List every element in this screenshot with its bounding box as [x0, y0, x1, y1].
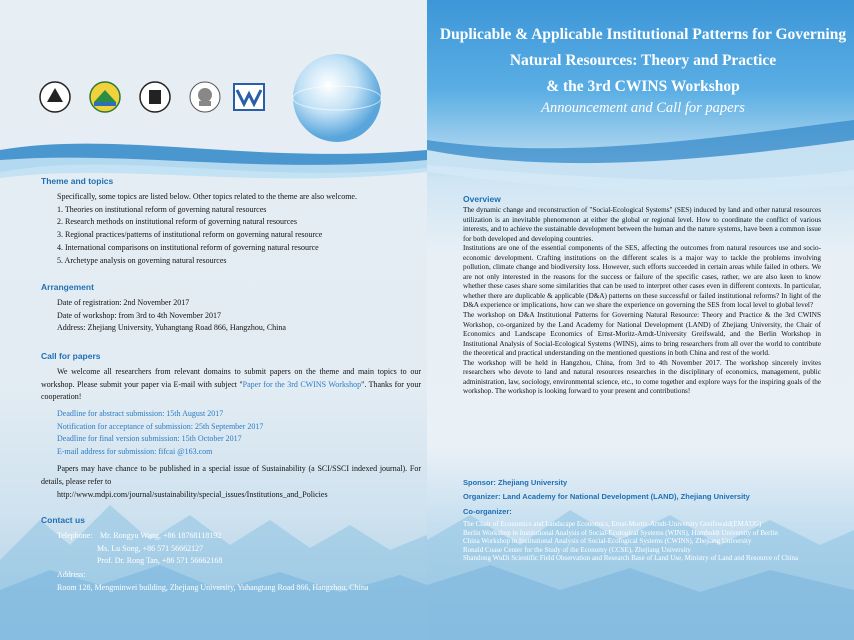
address-label: Address:	[57, 570, 86, 579]
arrangement-heading: Arrangement	[41, 282, 94, 292]
co-organizer-heading: Co-organizer:	[463, 507, 512, 516]
sponsor: Sponsor: Zhejiang University	[463, 478, 568, 487]
deadlines	[57, 408, 417, 459]
phone-entry: Mr. Rongyu Wang, +86 18768118192	[100, 531, 222, 540]
call-text: ". Thanks for your cooperation!	[41, 379, 421, 402]
workshop-date: Date of workshop: from 3rd to 4th November 2017	[57, 310, 221, 320]
humboldt-logo-icon	[188, 78, 222, 116]
theme-intro: Specifically, some topics are listed below. Other topics related to the theme are also welcome.	[57, 192, 357, 201]
publication-note: Papers may have chance to be published in a special issue of Sustainability (a SCI/SSCI indexed journal). For details, please refer to	[41, 464, 421, 486]
land-academy-logo-icon	[88, 78, 122, 116]
contact-heading: Contact us	[41, 515, 85, 525]
call-paragraph	[41, 366, 421, 404]
co-organizer-item: China Workshop in Institutional Analysis of Social-Ecological Systems (CWINS), Zhejiang University	[463, 537, 752, 545]
co-organizer-item: Berlin Workshop in Institutional Analysis of Social-Ecological Systems (WINS), Humboldt University of Berlin	[463, 528, 778, 537]
overview-paragraph: The dynamic change and reconstruction of "Social-Ecological Systems" (SES) induced by land and other natural resources utilization is an inevitable phenomenon at either the global or regional level. How to coordinate the conflict of various interests, and to achieve the sustainable development between the human and the nature systems, have been a common issue for both developed and developing countries.	[463, 206, 821, 243]
overview-paragraph: Institutions are one of the essential components of the SES, affecting the outcomes from natural resources use and socio-economic development. Crafting institutions on the different scales is a major way to tackle the problems involving pollution, climate change and biodiversity loss. However, such efforts succeeded in certain areas while failed in others. We are not only interested in the reasons for the success or failure of the specific cases, rather, we are also keen to know whether these cases share some similarities that can be used to interpret other cases even in different contexts. In particular, whether there are duplicable & applicable (D&A) patterns on these successful or failed institutional reforms? In light of the D&A experience or implications, how can we share the experience on governing the SES from local level to global level?	[463, 244, 821, 310]
overview-text	[463, 206, 821, 397]
title-line: & the 3rd CWINS Workshop	[546, 78, 740, 95]
title-line: Duplicable & Applicable Institutional Patterns for Governing	[439, 26, 847, 43]
phone-list	[97, 530, 400, 568]
topic-item: 5. Archetype analysis on governing natural resources	[57, 255, 227, 265]
email-subject-link[interactable]: Paper for the 3rd CWINS Workshop	[242, 379, 362, 389]
overview-heading: Overview	[463, 194, 501, 204]
theme-heading: Theme and topics	[41, 176, 114, 186]
co-organizer-item: Shandong WuDi Scientific Field Observation and Research Base of Land Use, Ministry of Land and Resource of China	[463, 554, 799, 562]
registration-date: Date of registration: 2nd November 2017	[57, 298, 190, 307]
co-organizer-item: Ronald Coase Center for the Study of the Economy (CCSE), Zhejiang University	[463, 545, 691, 554]
arrangement-section	[57, 297, 417, 335]
call-heading: Call for papers	[41, 351, 101, 361]
notification-date: Notification for acceptance of submission: 25th September 2017	[57, 421, 264, 431]
topic-item: 2. Research methods on institutional reform of governing natural resources	[57, 217, 297, 227]
deadline-final: Deadline for final version submission: 15th October 2017	[57, 434, 242, 444]
wins-logo-icon	[232, 78, 266, 116]
globe-icon	[293, 54, 381, 142]
topic-item: 3. Regional practices/patterns of institutional reform on governing natural resource	[57, 230, 323, 240]
page-title	[433, 22, 853, 100]
title-line: Natural Resources: Theory and Practice	[509, 52, 777, 69]
telephone-label: Telephone:	[57, 531, 93, 540]
submission-email[interactable]: E-mail address for submission: fifcai @163.com	[57, 447, 213, 457]
special-issue-url[interactable]: http://www.mdpi.com/journal/sustainability/special_issues/Institutions_and_Policies	[57, 490, 328, 499]
call-text: We welcome all researchers from relevant domains to submit papers on the theme and main topics to our workshop. Please submit your paper via E-mail with subject "	[41, 367, 421, 389]
greifswald-logo-icon	[138, 78, 172, 116]
co-organizer-item: The Chair of Economics and Landscape Economics, Ernst-Moritz-Arndt-University Greifswald(EMAUG)	[463, 520, 762, 528]
overview-paragraph: The workshop on D&A Institutional Patterns for Governing Natural Resource: Theory and Practice & the 3rd CWINS Workshop, co-organized by the Land Academy for National Development (LAND) of Zhejiang University, the Chair of Economics and Landscape Economics of Ernst-Moritz-Arndt-University Greifswald, and the Berlin Workshop in Institutional Analysis of Social-Ecological Systems (WINS), aims to bring researchers from all over the world to contribute the theoretical and practical understanding on the mentioned questions in both China and rest of the world.	[463, 311, 821, 358]
phone-entry: Prof. Dr. Rong Tan, +86 571 56662168	[97, 556, 223, 566]
workshop-address: Address: Zhejiang University, Yuhangtang Road 866, Hangzhou, China	[57, 323, 286, 333]
contact-address: Room 128, Mengminwei building, Zhejiang University, Yuhangtang Road 866, Hangzhou, China	[57, 583, 369, 592]
topic-item: 1. Theories on institutional reform of governing natural resources	[57, 204, 267, 214]
topic-item: 4. International comparisons on institutional reform of governing natural resource	[57, 242, 319, 252]
overview-paragraph: The workshop will be held in Hangzhou, China, from 3rd to 4th November 2017. The workshop sincerely invites researchers who devote to land and natural resources researches in the disciplinary of economics, management, public administration, law, sociology, environmental science, etc., to come together and explore ways for the inspiring goals of the workshop. The workshop is looking forward to your present and contributions!	[463, 358, 821, 396]
co-organizer-list	[463, 520, 833, 563]
organizer: Organizer: Land Academy for National Development (LAND), Zhejiang University	[463, 492, 750, 501]
zju-logo-icon	[38, 78, 72, 116]
page-subtitle: Announcement and Call for papers	[541, 100, 745, 116]
phone-entry: Ms. Lu Song, +86 571 56662127	[97, 543, 204, 553]
theme-section	[57, 191, 417, 267]
deadline-abstract: Deadline for abstract submission: 15th August 2017	[57, 409, 224, 418]
